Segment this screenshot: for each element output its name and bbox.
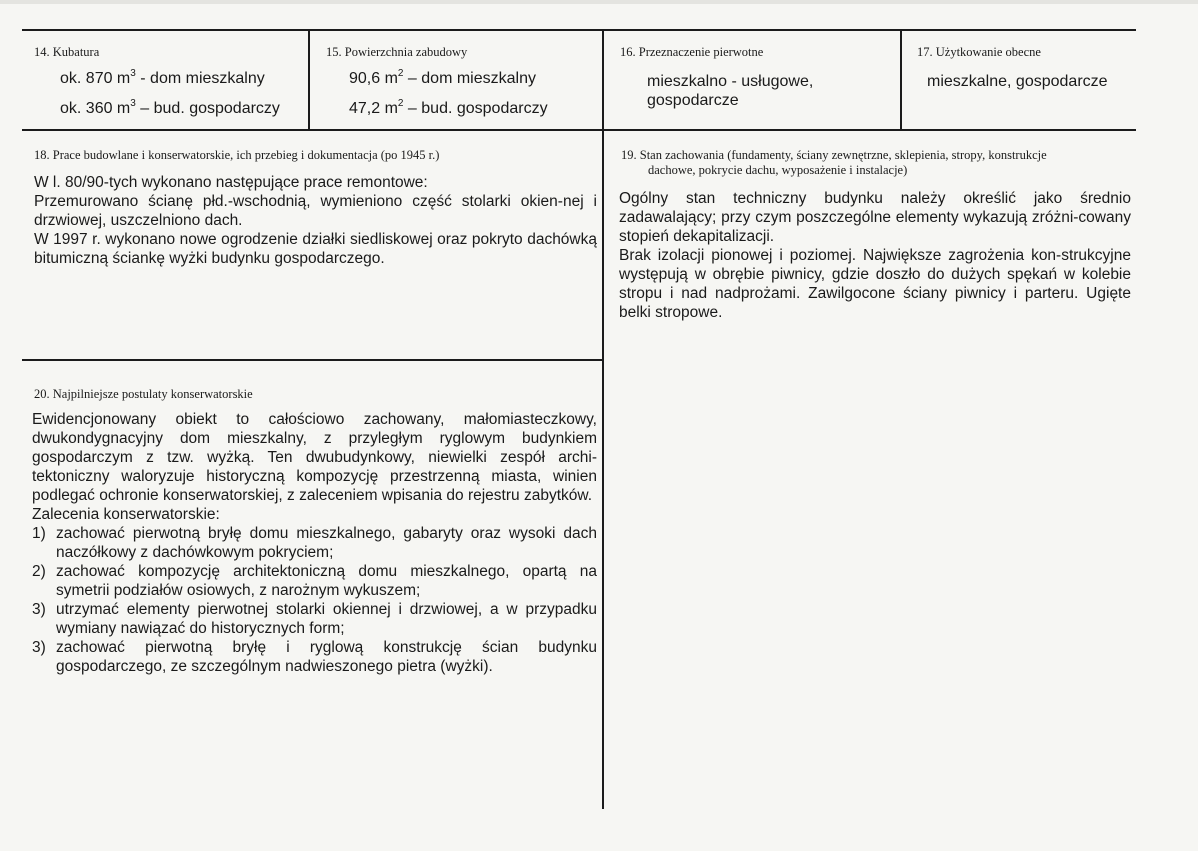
list-text: zachować pierwotną bryłę i ryglową konstrukcję ścian budynku gospodarczego, ze szczególnym nadwieszonego pietra (wyżki). <box>56 639 597 675</box>
field-14-value-farm <box>60 99 280 119</box>
list-number: 1) <box>32 525 46 542</box>
row-divider-1 <box>22 129 1136 131</box>
value-text: ok. 870 m <box>60 70 131 87</box>
field-16-label: 16. Przeznaczenie pierwotne <box>620 45 764 59</box>
field-15-value-farm <box>349 99 548 119</box>
field-19-text <box>619 189 1131 322</box>
paragraph: Przemurowano ścianę płd.-wschodnią, wymieniono część stolarki okien-nej i drzwiowej, uszczelniono dach. <box>34 193 597 229</box>
field-18-text <box>34 173 597 268</box>
paragraph: Zalecenia konserwatorskie: <box>32 506 220 523</box>
field-17-label: 17. Użytkowanie obecne <box>917 45 1041 59</box>
field-20-text <box>32 410 597 676</box>
superscript: 3 <box>130 67 136 79</box>
value-text: 47,2 m <box>349 100 398 117</box>
list-item <box>32 600 597 638</box>
paragraph: W 1997 r. wykonano nowe ogrodzenie działki siedliskowej oraz pokryto dachówką bitumiczną ściankę wyżki budynku gospodarczego. <box>34 231 597 267</box>
col-divider-b <box>900 29 902 130</box>
field-18-label: 18. Prace budowlane i konserwatorskie, ich przebieg i dokumentacja (po 1945 r.) <box>34 148 440 162</box>
field-17-value: mieszkalne, gospodarcze <box>927 73 1108 90</box>
field-14-value-house <box>60 69 265 89</box>
field-15-value-house <box>349 69 536 89</box>
field-16-value-line1: mieszkalno - usługowe, <box>647 73 814 90</box>
list-text: zachować pierwotną bryłę domu mieszkalnego, gabaryty oraz wysoki dach naczółkowy z dachówkowym pokryciem; <box>56 525 597 561</box>
value-text: – bud. gospodarczy <box>135 100 280 117</box>
value-text: – bud. gospodarczy <box>403 100 548 117</box>
table-top-border <box>22 29 1136 31</box>
col-divider-main <box>602 29 604 809</box>
label-line: dachowe, pokrycie dachu, wyposażenie i instalacje) <box>648 163 908 177</box>
row-divider-2 <box>22 359 602 361</box>
field-15-label: 15. Powierzchnia zabudowy <box>326 45 468 59</box>
paragraph: Ewidencjonowany obiekt to całościowo zachowany, małomiasteczkowy, dwukondygnacyjny dom mieszkalny, z przyległym ryglowym budynkiem gospodarczym z tzw. wyżką. Ten dwubudynkowy, niewielki zespół archi-tektoniczny waloryzuje historyczną kompozycję przestrzenną miasta, winien podlegać ochronie konserwatorskiej, z zaleceniem wpisania do rejestru zabytków. <box>32 411 597 504</box>
field-19-label <box>621 148 1047 178</box>
list-item <box>32 638 597 676</box>
list-text: zachować kompozycję architektoniczną domu mieszkalnego, opartą na symetrii podziałów osiowych, z narożnym wykuszem; <box>56 563 597 599</box>
value-text: – dom mieszkalny <box>403 70 536 87</box>
list-number: 3) <box>32 639 46 656</box>
label-line: 19. Stan zachowania (fundamenty, ściany zewnętrzne, sklepienia, stropy, konstrukcje <box>621 148 1047 162</box>
field-20-label: 20. Najpilniejsze postulaty konserwatorskie <box>34 387 253 401</box>
page-top-edge <box>0 0 1198 4</box>
recommendations-list <box>32 524 597 676</box>
paragraph: Brak izolacji pionowej i poziomej. Największe zagrożenia kon-strukcyjne występują w obrębie piwnicy, gdzie doszło do dużych spękań w kolebie stropu i nad nadprożami. Zawilgocone ściany piwnicy i parteru. Ugięte belki stropowe. <box>619 247 1131 321</box>
list-item <box>32 562 597 600</box>
value-text: - dom mieszkalny <box>135 70 265 87</box>
superscript: 3 <box>130 97 136 109</box>
list-number: 3) <box>32 601 46 618</box>
superscript: 2 <box>397 67 404 79</box>
value-text: 90,6 m <box>349 70 398 87</box>
superscript: 2 <box>397 97 404 109</box>
paragraph: Ogólny stan techniczny budynku należy określić jako średnio zadawalający; przy czym poszczególne elementy wykazują zróżni-cowany stopień dekapitalizacji. <box>619 190 1131 245</box>
paragraph: W l. 80/90-tych wykonano następujące prace remontowe: <box>34 174 428 191</box>
col-divider-a <box>308 29 310 130</box>
list-number: 2) <box>32 563 46 580</box>
list-text: utrzymać elementy pierwotnej stolarki okiennej i drzwiowej, a w przypadku wymiany nawiązać do historycznych form; <box>56 601 597 637</box>
field-16-value-line2: gospodarcze <box>647 92 739 109</box>
list-item <box>32 524 597 562</box>
value-text: ok. 360 m <box>60 100 131 117</box>
field-14-label: 14. Kubatura <box>34 45 100 59</box>
